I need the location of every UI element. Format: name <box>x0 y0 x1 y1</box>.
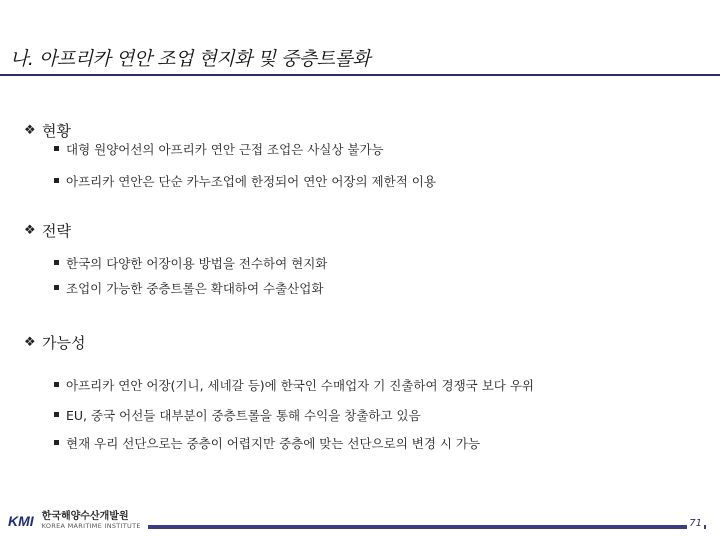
bullet-text: 조업이 가능한 중층트롤은 확대하여 수출산업화 <box>66 281 324 296</box>
kmi-logo-mark: KMI <box>8 512 34 529</box>
footer-divider <box>148 525 706 529</box>
square-bullet-icon <box>54 146 59 151</box>
section-heading: 현황 <box>42 122 71 140</box>
kmi-logo <box>8 512 141 529</box>
page-number: 71 <box>689 518 702 529</box>
bullet-text: 아프리카 연안은 단순 카누조업에 한정되어 연안 어장의 제한적 이용 <box>66 174 436 189</box>
bullet-item <box>54 140 384 158</box>
bullet-item <box>54 406 421 424</box>
diamond-bullet-icon: ❖ <box>24 123 36 138</box>
bullet-item <box>54 376 534 394</box>
bullet-text: 한국의 다양한 어장이용 방법을 전수하여 현지화 <box>66 256 328 271</box>
square-bullet-icon <box>54 178 59 183</box>
bullet-text: 아프리카 연안 어장(기니, 세네갈 등)에 한국인 수매업자 기 진출하여 경쟁국 보다 우위 <box>66 378 534 393</box>
section-feasibility <box>24 332 85 353</box>
bullet-item <box>54 254 327 272</box>
bullet-text: 대형 원양어선의 아프리카 연안 근접 조업은 사실상 불가능 <box>66 142 384 157</box>
section-strategy <box>24 220 71 241</box>
logo-korean-name: 한국해양수산개발원 <box>41 511 129 522</box>
bullet-text: EU, 중국 어선들 대부분이 중층트롤을 통해 수익을 창출하고 있음 <box>66 408 421 423</box>
square-bullet-icon <box>54 285 59 290</box>
bullet-item <box>54 172 436 190</box>
section-heading: 가능성 <box>42 334 86 352</box>
logo-english-name: KOREA MARITIME INSTITUTE <box>41 521 141 530</box>
square-bullet-icon <box>54 260 59 265</box>
bullet-item <box>54 279 323 297</box>
diamond-bullet-icon: ❖ <box>24 335 36 350</box>
bullet-text: 현재 우리 선단으로는 중층이 어렵지만 중층에 맞는 선단으로의 변경 시 가능 <box>66 436 481 451</box>
bullet-item <box>54 434 480 452</box>
section-heading: 전략 <box>42 222 71 240</box>
section-status <box>24 120 71 141</box>
square-bullet-icon <box>54 412 59 417</box>
square-bullet-icon <box>54 382 59 387</box>
square-bullet-icon <box>54 440 59 445</box>
page-title: 나. 아프리카 연안 조업 현지화 및 중층트롤화 <box>10 48 371 70</box>
diamond-bullet-icon: ❖ <box>24 223 36 238</box>
title-divider <box>0 74 720 76</box>
